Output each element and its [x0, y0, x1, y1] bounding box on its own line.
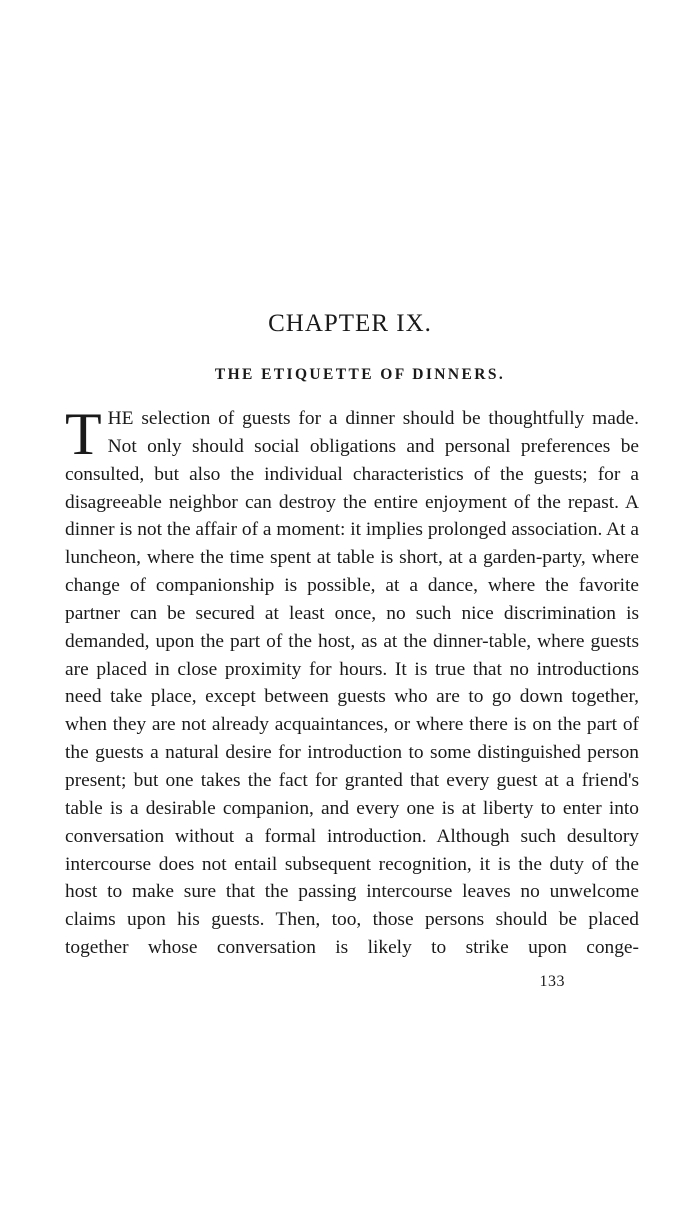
paragraph-text: HE selection of guests for a dinner should be thoughtfully made. Not only should social obligations and personal preferences be consulted, but also the individual characteristics of the guests; for a disagreeable neighbor can destroy the entire enjoyment of the repast. A dinner is not the affair of a moment: it implies prolonged association. At a luncheon, where the time spent at table is short, at a garden-party, where change of companionship is possible, at a dance, where the favorite partner can be secured at least once, no such nice discrimination is demanded, upon the part of the host, as at the dinner-table, where guests are placed in close proximity for hours. It is true that no introductions need take place, except between guests who are to go down together, when they are not already acquaintances, or where there is on the part of the guests a natural desire for introduction to some distinguished person present; but one takes the fact for granted that every guest at a friend's table is a desirable companion, and every one is at liberty to enter into conversation without a formal introduction. Although such desultory intercourse does not entail subsequent recognition, it is the duty of the host to make sure that the passing intercourse leaves no unwelcome claims upon his guests. Then, too, those persons should be placed together whose conversation is likely to strike upon conge- [65, 408, 639, 959]
body-paragraph [65, 401, 639, 962]
chapter-title: THE ETIQUETTE OF DINNERS. [214, 366, 506, 383]
chapter-heading: CHAPTER IX. [268, 310, 432, 337]
page-number: 133 [539, 973, 565, 990]
drop-cap: T [65, 401, 102, 467]
